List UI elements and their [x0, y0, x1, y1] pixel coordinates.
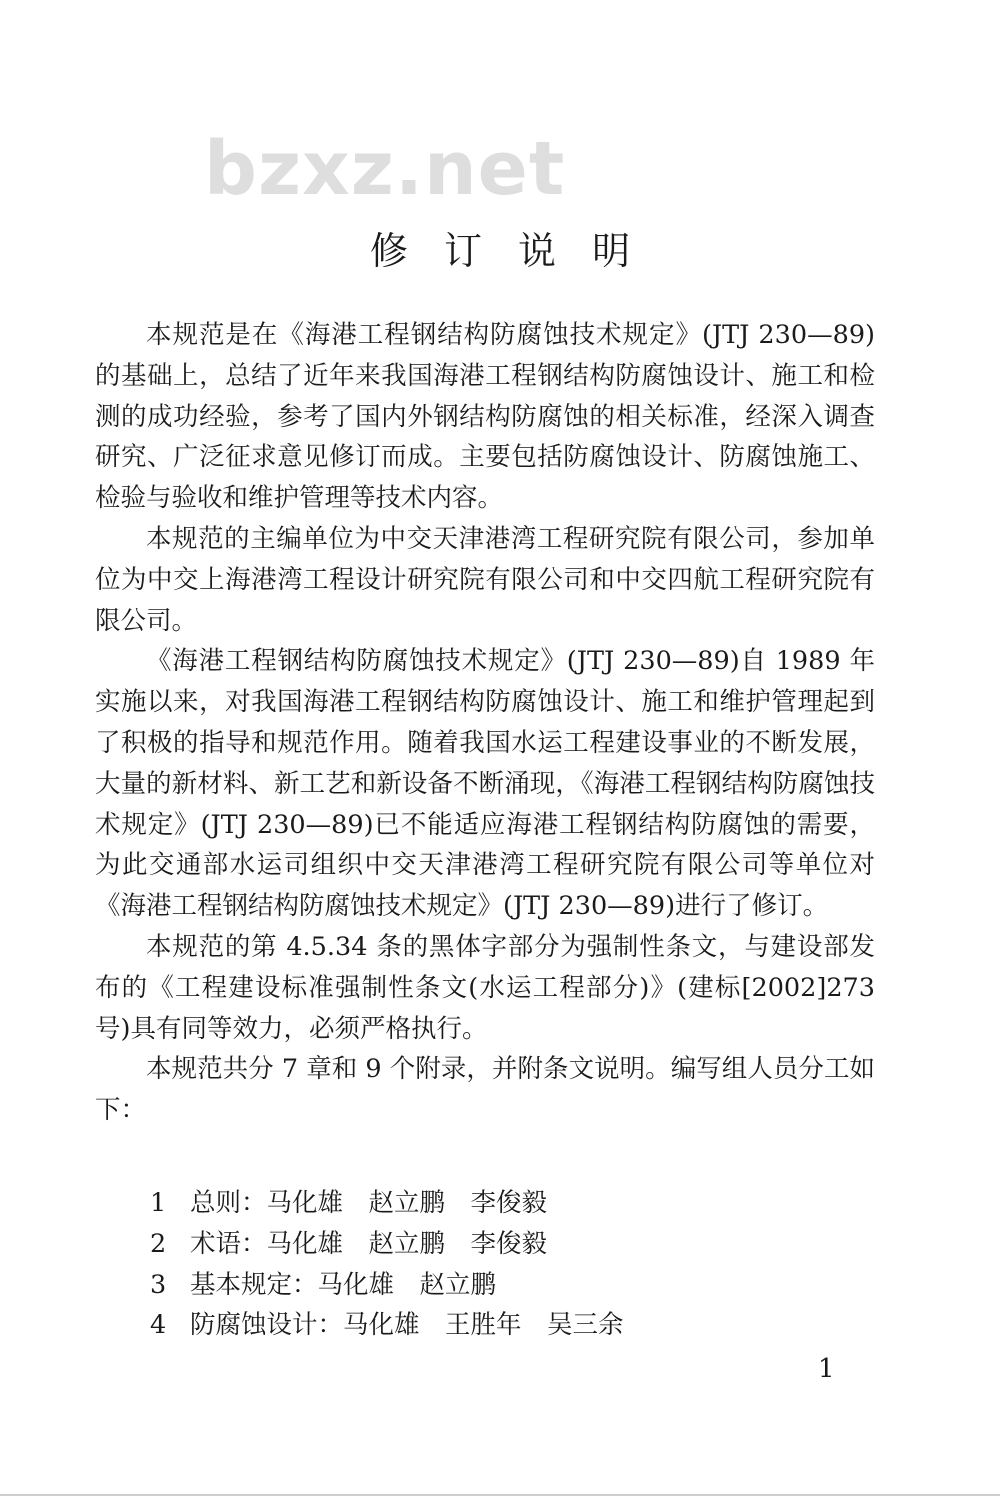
paragraph-5: 本规范共分 7 章和 9 个附录，并附条文说明。编写组人员分工如下： [95, 1054, 875, 1126]
watermark-text: bzxz.net [204, 126, 566, 212]
list-item [150, 1183, 624, 1224]
list-item-number: 2 [150, 1228, 167, 1259]
list-item-number: 3 [150, 1269, 167, 1300]
paragraph-1: 本规范是在《海港工程钢结构防腐蚀技术规定》(JTJ 230—89)的基础上，总结了近年来我国海港工程钢结构防腐蚀设计、施工和检测的成功经验，参考了国内外钢结构防腐蚀的相关标准，经深入调查研究、广泛征求意见修订而成。主要包括防腐蚀设计、防腐蚀施工、检验与验收和维护管理等技术内容。 [95, 320, 875, 514]
paragraph-3: 《海港工程钢结构防腐蚀技术规定》(JTJ 230—89)自 1989 年实施以来，对我国海港工程钢结构防腐蚀设计、施工和维护管理起到了积极的指导和规范作用。随着我国水运工程建设事业的不断发展，大量的新材料、新工艺和新设备不断涌现，《海港工程钢结构防腐蚀技术规定》(JTJ 230—89)已不能适应海港工程钢结构防腐蚀的需要，为此交通部水运司组织中交天津港湾工程研究院有限公司等单位对《海港工程钢结构防腐蚀技术规定》(JTJ 230—89)进行了修订。 [95, 646, 875, 922]
page-title: 修 订 说 明 [369, 229, 643, 273]
list-item [150, 1224, 624, 1265]
paragraph-4: 本规范的第 4.5.34 条的黑体字部分为强制性条文，与建设部发布的《工程建设标准强制性条文(水运工程部分)》(建标[2002]273 号)具有同等效力，必须严格执行。 [95, 931, 875, 1044]
list-item [150, 1265, 624, 1306]
page-bottom-edge [0, 1494, 1000, 1496]
list-item-text: 总则：马化雄 赵立鹏 李俊毅 [190, 1188, 548, 1218]
list-item-text: 术语：马化雄 赵立鹏 李俊毅 [190, 1228, 548, 1259]
list-item-number: 1 [150, 1188, 167, 1218]
list-item-number: 4 [150, 1310, 167, 1341]
page-number: 1 [818, 1354, 835, 1384]
division-list [150, 1183, 624, 1346]
list-item-text: 基本规定：马化雄 赵立鹏 [190, 1269, 497, 1300]
body-text [95, 315, 875, 1131]
paragraph-2: 本规范的主编单位为中交天津港湾工程研究院有限公司，参加单位为中交上海港湾工程设计研究院有限公司和中交四航工程研究院有限公司。 [95, 523, 875, 636]
list-item-text: 防腐蚀设计：马化雄 王胜年 吴三余 [190, 1310, 624, 1341]
list-item [150, 1305, 624, 1346]
